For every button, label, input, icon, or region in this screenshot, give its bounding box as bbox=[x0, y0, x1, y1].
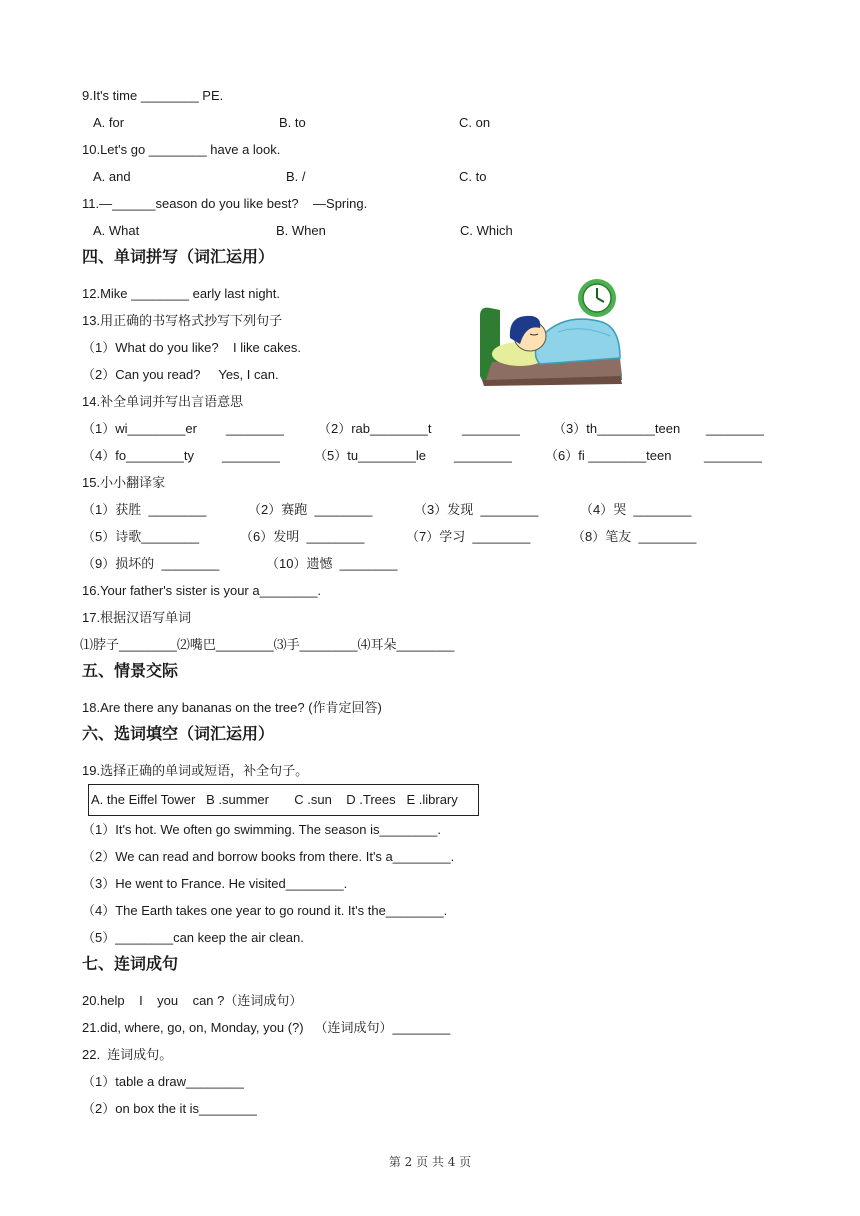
question-14-meaning-3: ________ bbox=[706, 421, 764, 436]
question-14-meaning-5: ________ bbox=[454, 448, 512, 463]
clock-icon bbox=[578, 279, 616, 317]
question-19-line-1: （1）It's hot. We often go swimming. The season is________. bbox=[82, 822, 441, 837]
question-14-item-5: （5）tu________le bbox=[314, 448, 427, 463]
question-18: 18.Are there any bananas on the tree? (作肯定回答) bbox=[82, 700, 382, 715]
question-15-item-8: （8）笔友 ________ bbox=[572, 529, 697, 544]
question-19-stem: 19.选择正确的单词或短语，补全句子。 bbox=[82, 763, 309, 778]
boy-sleeping-illustration bbox=[470, 276, 630, 388]
question-22-stem: 22. 连词成句。 bbox=[82, 1047, 173, 1062]
question-14-meaning-2: ________ bbox=[462, 421, 520, 436]
question-14-item-4: （4）fo________ty bbox=[82, 448, 195, 463]
question-15-item-3: （3）发现 ________ bbox=[414, 502, 539, 517]
question-15-item-7: （7）学习 ________ bbox=[406, 529, 531, 544]
question-13-line-1: （1）What do you like? I like cakes. bbox=[82, 340, 301, 355]
question-14-meaning-6: ________ bbox=[704, 448, 762, 463]
question-11-option-c: C. Which bbox=[460, 223, 513, 238]
question-14-item-3: （3）th________teen bbox=[553, 421, 681, 436]
question-15-stem: 15.小小翻译家 bbox=[82, 475, 166, 490]
question-15-item-10: （10）遗憾 ________ bbox=[266, 556, 398, 571]
question-11-option-b: B. When bbox=[276, 223, 326, 238]
question-15-item-4: （4）哭 ________ bbox=[580, 502, 692, 517]
question-15-item-6: （6）发明 ________ bbox=[240, 529, 365, 544]
blanket-icon bbox=[535, 319, 620, 364]
question-16: 16.Your father's sister is your a________. bbox=[82, 583, 322, 598]
question-19-line-2: （2）We can read and borrow books from there. It's a________. bbox=[82, 849, 455, 864]
section-7-heading: 七、连词成句 bbox=[82, 956, 179, 973]
question-15-item-9: （9）损坏的 ________ bbox=[82, 556, 220, 571]
question-15-item-5: （5）诗歌________ bbox=[82, 529, 200, 544]
section-4-heading: 四、单词拼写（词汇运用） bbox=[82, 249, 275, 266]
question-21: 21.did, where, go, on, Monday, you (?) （连词成句）________ bbox=[82, 1020, 451, 1035]
question-10-stem: 10.Let's go ________ have a look. bbox=[82, 142, 281, 157]
question-20: 20.help I you can ?（连词成句） bbox=[82, 993, 303, 1008]
question-14-item-2: （2）rab________t bbox=[318, 421, 432, 436]
question-13-stem: 13.用正确的书写格式抄写下列句子 bbox=[82, 313, 283, 328]
question-12: 12.Mike ________ early last night. bbox=[82, 286, 281, 301]
question-11-option-a: A. What bbox=[93, 223, 140, 238]
word-bank-text: A. the Eiffel Tower B .summer C .sun D .Trees E .library bbox=[91, 792, 458, 807]
question-22-line-1: （1）table a draw________ bbox=[82, 1074, 244, 1089]
question-11-stem: 11.—______season do you like best? —Spring. bbox=[82, 196, 368, 211]
question-19-line-4: （4）The Earth takes one year to go round it. It's the________. bbox=[82, 903, 448, 918]
question-9-stem: 9.It's time ________ PE. bbox=[82, 88, 224, 103]
section-6-heading: 六、选词填空（词汇运用） bbox=[82, 726, 275, 743]
question-22-line-2: （2）on box the it is________ bbox=[82, 1101, 257, 1116]
question-13-line-2: （2）Can you read? Yes, I can. bbox=[82, 367, 279, 382]
question-17-stem: 17.根据汉语写单词 bbox=[82, 610, 192, 625]
question-14-stem: 14.补全单词并写出言语意思 bbox=[82, 394, 244, 409]
question-14-item-1: （1）wi________er bbox=[82, 421, 197, 436]
question-19-line-5: （5）________can keep the air clean. bbox=[82, 930, 304, 945]
question-9-option-a: A. for bbox=[93, 115, 125, 130]
question-10-option-a: A. and bbox=[93, 169, 131, 184]
question-10-option-c: C. to bbox=[459, 169, 487, 184]
question-9-option-c: C. on bbox=[459, 115, 491, 130]
question-17-line: ⑴脖子________⑵嘴巴________⑶手________⑷耳朵________ bbox=[80, 637, 455, 652]
question-15-item-1: （1）获胜 ________ bbox=[82, 502, 207, 517]
question-9-option-b: B. to bbox=[279, 115, 306, 130]
question-14-meaning-4: ________ bbox=[222, 448, 280, 463]
page-footer: 第 2 页 共 4 页 bbox=[388, 1155, 472, 1169]
section-5-heading: 五、情景交际 bbox=[82, 663, 179, 680]
question-14-meaning-1: ________ bbox=[226, 421, 284, 436]
question-15-item-2: （2）赛跑 ________ bbox=[248, 502, 373, 517]
question-10-option-b: B. / bbox=[286, 169, 306, 184]
question-19-line-3: （3）He went to France. He visited________. bbox=[82, 876, 348, 891]
question-14-item-6: （6）fi ________teen bbox=[545, 448, 672, 463]
